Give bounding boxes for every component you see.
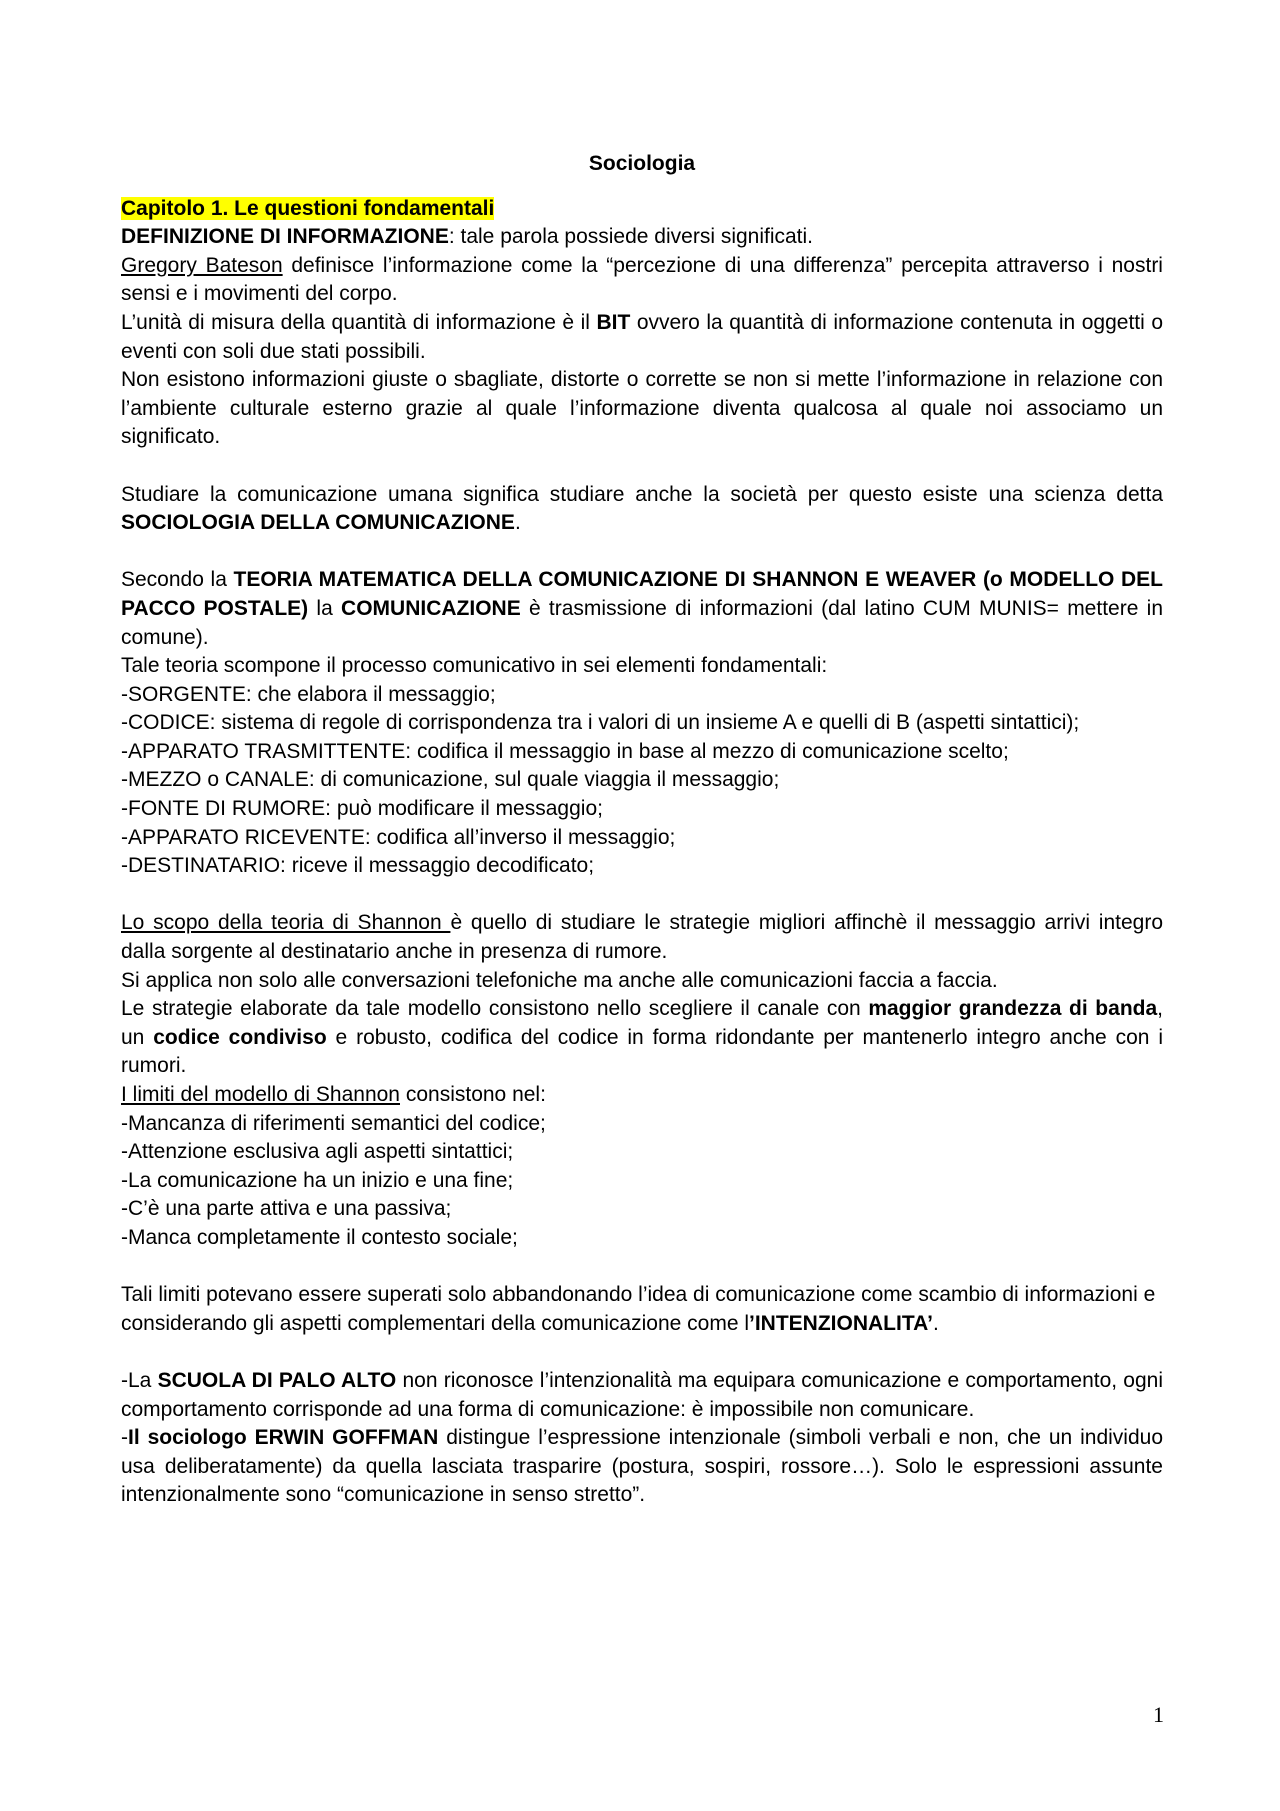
text: la: [308, 596, 342, 620]
bold-term: SCUOLA DI PALO ALTO: [157, 1368, 397, 1392]
underlined-phrase: I limiti del modello di Shannon: [121, 1083, 400, 1106]
text: , un: [121, 997, 1163, 1049]
bold-term: DEFINIZIONE DI INFORMAZIONE: [121, 225, 449, 249]
blank-line: [121, 538, 1163, 567]
list-item: -Attenzione esclusiva agli aspetti sintattici;: [121, 1140, 514, 1164]
list-item: -APPARATO TRASMITTENTE: codifica il messaggio in base al mezzo di comunicazione scelto;: [121, 739, 1009, 763]
chapter-heading: [121, 195, 1163, 224]
text: Le strategie elaborate da tale modello consistono nello scegliere il canale con: [121, 997, 869, 1021]
document-body: [121, 150, 1163, 1510]
paragraph-definition: [121, 223, 1163, 252]
paragraph-limiti: [121, 1081, 1163, 1110]
page-number: 1: [1153, 1702, 1164, 1727]
text: consistono nel:: [400, 1083, 546, 1106]
paragraph-scopo: [121, 909, 1163, 966]
paragraph-bit: [121, 309, 1163, 366]
paragraph-scompone: Tale teoria scompone il processo comunicativo in sei elementi fondamentali:: [121, 654, 828, 678]
text: .: [514, 511, 521, 535]
list-item: -La comunicazione ha un inizio e una fine;: [121, 1168, 514, 1192]
paragraph-strategie: [121, 995, 1163, 1081]
text: è trasmissione di informazioni (dal latino CUM MUNIS= mettere in comune).: [121, 596, 1163, 649]
paragraph-teoria: [121, 566, 1163, 652]
list-item: -SORGENTE: che elabora il messaggio;: [121, 682, 496, 706]
paragraph-bateson: [121, 252, 1163, 309]
bold-term: SOCIOLOGIA DELLA COMUNICAZIONE: [121, 511, 515, 535]
chapter-heading-highlight: Capitolo 1. Le questioni fondamentali: [121, 196, 495, 220]
underlined-phrase: Lo scopo della teoria di Shannon: [121, 911, 451, 935]
bold-term: Il sociologo ERWIN GOFFMAN: [128, 1426, 439, 1450]
text: è quello di studiare le strategie migliori affinchè il messaggio arrivi integro dalla sorgente al destinatario anche in presenza di rumore.: [121, 911, 1164, 964]
list-item: -DESTINATARIO: riceve il messaggio decodificato;: [121, 854, 595, 878]
blank-line: [121, 881, 1163, 910]
list-item: -Mancanza di riferimenti semantici del codice;: [121, 1111, 546, 1135]
text: -La: [121, 1368, 158, 1392]
document-title: Sociologia: [588, 152, 696, 175]
text: Tali limiti potevano essere superati solo abbandonando l’idea di comunicazione come scambio di informazioni e considerando gli aspetti complementari della comunicazione come l: [121, 1283, 1156, 1335]
paragraph-goffman: [121, 1424, 1163, 1510]
bold-term: TEORIA MATEMATICA DELLA COMUNICAZIONE DI SHANNON E WEAVER (o MODELLO DEL PACCO POSTALE): [121, 568, 1163, 620]
text: -: [121, 1426, 128, 1450]
text: definisce l’informazione come la “percezione di una differenza” percepita attraverso i nostri sensi e i movimenti del corpo.: [121, 253, 1163, 306]
text: L’unità di misura della quantità di informazione è il: [121, 310, 597, 334]
paragraph-informazioni: Non esistono informazioni giuste o sbagliate, distorte o corrette se non si mette l’informazione in relazione con l’ambiente culturale esterno grazie al quale l’informazione diventa qualcosa al quale noi associamo un significato.: [121, 368, 1163, 449]
text: .: [932, 1311, 939, 1335]
blank-line: [121, 1338, 1163, 1367]
paragraph-applica: Si applica non solo alle conversazioni telefoniche ma anche alle comunicazioni faccia a faccia.: [121, 968, 998, 992]
text: e robusto, codifica del codice in forma ridondante per mantenerlo integro anche con i rumori.: [121, 1025, 1163, 1078]
list-item: -CODICE: sistema di regole di corrispondenza tra i valori di un insieme A e quelli di B (aspetti sintattici);: [121, 711, 1080, 735]
paragraph-palo-alto: [121, 1367, 1163, 1424]
bold-term: BIT: [596, 310, 631, 334]
text: non riconosce l’intenzionalità ma equipara comunicazione e comportamento, ogni comportamento corrisponde ad una forma di comunicazione: è impossibile non comunicare.: [121, 1368, 1163, 1421]
blank-line: [121, 452, 1163, 481]
blank-line: [121, 1253, 1163, 1282]
list-item: -Manca completamente il contesto sociale;: [121, 1225, 518, 1249]
text: ovvero la quantità di informazione contenuta in oggetti o eventi con soli due stati possibili.: [121, 310, 1163, 363]
underlined-name: Gregory Bateson: [121, 253, 283, 277]
paragraph-tali-limiti: [121, 1281, 1163, 1338]
text: distingue l’espressione intenzionale (simboli verbali e non, che un individuo usa deliberatamente) da quella lasciata trasparire (postura, sospiri, rossore…). Solo le espressioni assunte intenzionalmente sono “comunicazione in senso stretto”.: [121, 1426, 1163, 1507]
bold-term: ’INTENZIONALITA’: [749, 1311, 933, 1335]
list-item: -APPARATO RICEVENTE: codifica all’inverso il messaggio;: [121, 825, 676, 849]
bold-term: COMUNICAZIONE: [341, 596, 521, 620]
bold-term: maggior grandezza di banda: [868, 997, 1158, 1021]
list-item: -FONTE DI RUMORE: può modificare il messaggio;: [121, 797, 603, 821]
list-item: -MEZZO o CANALE: di comunicazione, sul quale viaggia il messaggio;: [121, 768, 780, 792]
paragraph-studiare: [121, 481, 1163, 538]
text: Secondo la: [121, 568, 234, 592]
list-item: -C’è una parte attiva e una passiva;: [121, 1197, 452, 1221]
bold-term: codice condiviso: [153, 1025, 327, 1049]
text: Studiare la comunicazione umana significa studiare anche la società per questo esiste una scienza detta: [121, 482, 1163, 506]
text: : tale parola possiede diversi significati.: [448, 225, 814, 249]
